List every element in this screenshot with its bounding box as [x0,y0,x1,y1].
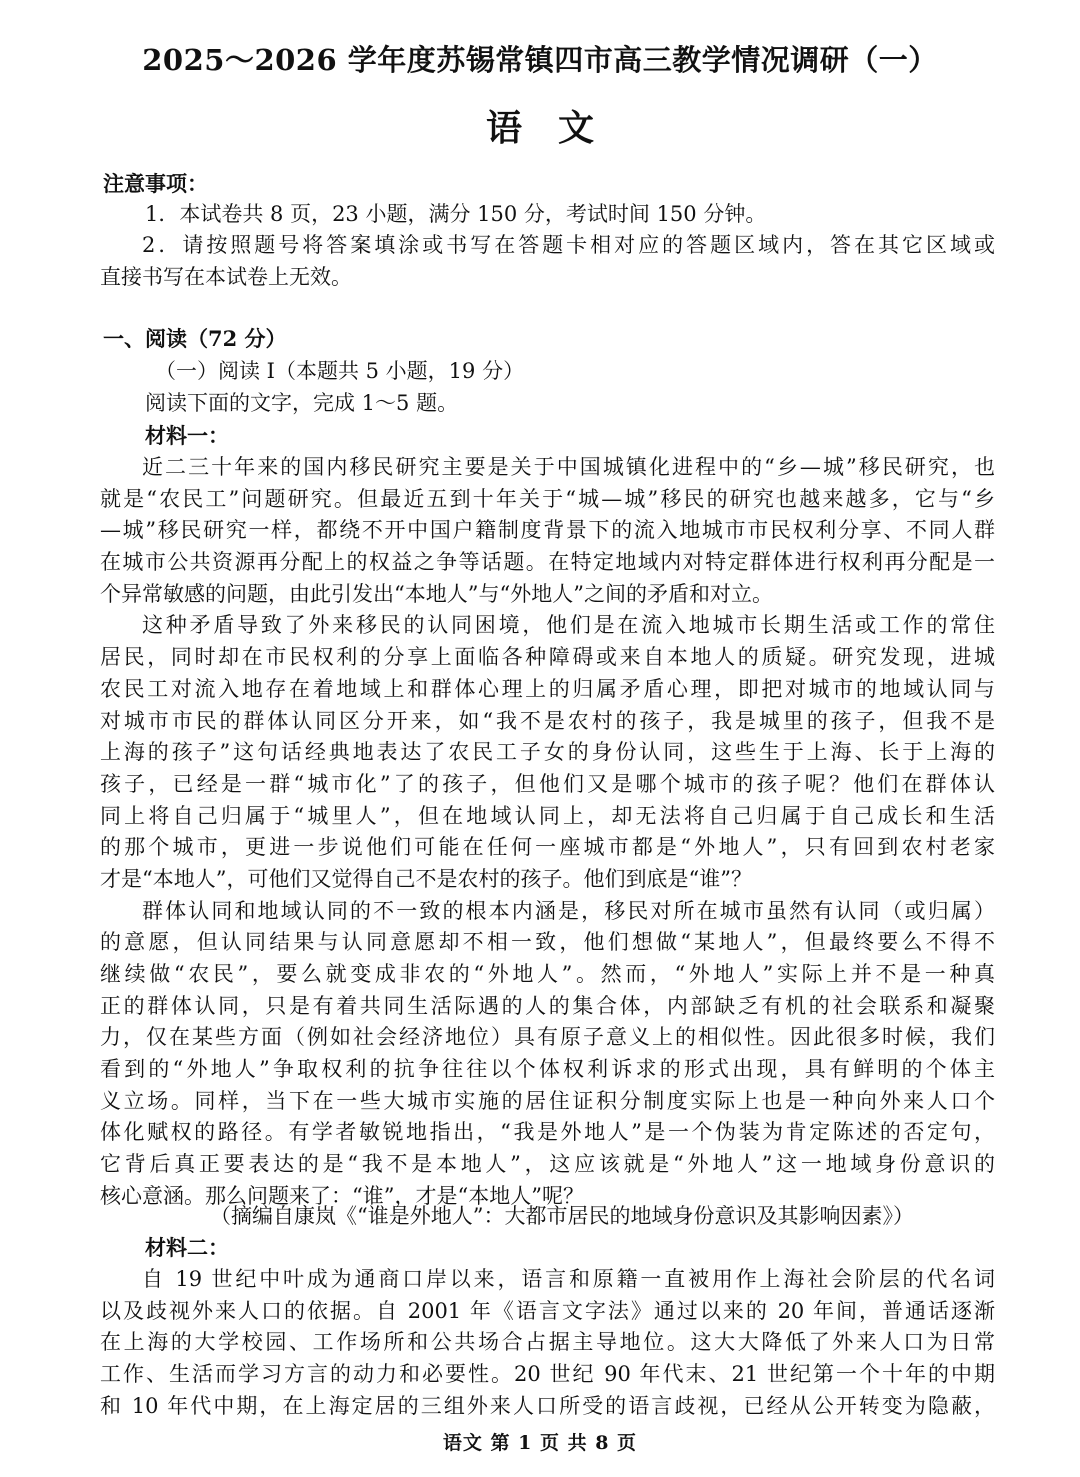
paragraph-line: 力，仅在某些方面（例如社会经济地位）具有原子意义上的相似性。因此很多时候，我们 [100,1025,995,1050]
paragraph-line: 的意愿，但认同结果与认同意愿却不相一致，他们想做“某地人”，但最终要么不得不 [100,930,995,955]
paragraph-line: 它背后真正要表达的是“我不是本地人”，这应该就是“外地人”这一地域身份意识的 [100,1152,995,1177]
paragraph-line: 自 19 世纪中叶成为通商口岸以来，语言和原籍一直被用作上海社会阶层的代名词 [142,1267,995,1291]
subject-title: 语文 [485,107,630,149]
paragraph-line: 继续做“农民”，要么就变成非农的“外地人”。然而，“外地人”实际上并不是一种真 [100,962,995,986]
paragraph-line: 这种矛盾导致了外来移民的认同困境，他们是在流入地城市长期生活或工作的常住 [142,613,995,638]
paragraph-line: 居民，同时却在市民权利的分享上面临各种障碍或来自本地人的质疑。研究发现，进城 [100,645,995,670]
paragraph-line: 同上将自己归属于“城里人”，但在地域认同上，却无法将自己归属于自己成长和生活 [100,803,995,828]
exam-title: 2025～2026 学年度苏锡常镇四市高三教学情况调研（一） [142,43,938,77]
paragraph-line: 对城市市民的群体认同区分开来，如“我不是农村的孩子，我是城里的孩子，但我不是 [100,708,995,733]
paragraph-line: 在上海的大学校园、工作场所和公共场合占据主导地位。这大大降低了外来人口为日常 [100,1330,995,1355]
paragraph-line: 个异常敏感的问题，由此引发出“本地人”与“外地人”之间的矛盾和对立。 [100,581,773,606]
subsection-title: （一）阅读 I（本题共 5 小题，19 分） [155,359,525,383]
paragraph-line: 以及歧视外来人口的依据。自 2001 年《语言文字法》通过以来的 20 年间，普通话逐渐 [100,1298,995,1323]
reading-instruction: 阅读下面的文字，完成 1～5 题。 [145,391,459,415]
notes-item-2-line-2: 直接书写在本试卷上无效。 [100,264,352,289]
paragraph-line: 近二三十年来的国内移民研究主要是关于中国城镇化进程中的“乡—城”移民研究，也 [142,455,995,479]
paragraph-line: 的那个城市，更进一步说他们可能在任何一座城市都是“外地人”，只有回到农村老家 [100,835,995,860]
paragraph-line: 在城市公共资源再分配上的权益之争等话题。在特定地域内对特定群体进行权利再分配是一 [100,550,995,575]
section-title: 一、阅读（72 分） [103,326,287,351]
paragraph-line: 农民工对流入地存在着地域上和群体心理上的归属矛盾心理，即把对城市的地域认同与 [100,676,995,701]
paragraph-line: 和 10 年代中期，在上海定居的三组外来人口所受的语言歧视，已经从公开转变为隐蔽， [100,1393,995,1418]
notes-item-2-line-1: 2．请按照题号将答案填涂或书写在答题卡相对应的答题区域内，答在其它区域或 [142,233,995,257]
material-2-body [100,1264,995,1422]
paragraph-line: 孩子，已经是一群“城市化”了的孩子，但他们又是哪个城市的孩子呢？他们在群体认 [100,771,995,796]
paragraph-line: 群体认同和地域认同的不一致的根本内涵是，移民对所在城市虽然有认同（或归属） [142,898,995,923]
paragraph-line: 看到的“外地人”争取权利的抗争往往以个体权利诉求的形式出现，具有鲜明的个体主 [100,1057,995,1082]
paragraph-line: 工作、生活而学习方言的动力和必要性。20 世纪 90 年代末、21 世纪第一个十年的中期 [100,1362,995,1387]
paragraph-line: 就是“农民工”问题研究。但最近五到十年关于“城—城”移民的研究也越来越多，它与“乡 [100,486,995,511]
paragraph-line: 体化赋权的路径。有学者敏锐地指出，“我是外地人”是一个伪装为肯定陈述的否定句， [100,1120,995,1145]
notes-item-2 [100,230,995,293]
material-2-title: 材料二： [145,1235,229,1260]
page-footer: 语文 第 1 页 共 8 页 [442,1432,638,1454]
paragraph-line: 上海的孩子”这句话经典地表达了农民工子女的身份认同，这些生于上海、长于上海的 [100,740,995,765]
material-1-title: 材料一： [145,423,229,448]
notes-item-1: 1．本试卷共 8 页，23 小题，满分 150 分，考试时间 150 分钟。 [145,202,767,226]
material-1-body [100,452,995,1213]
material-1-source: （摘编自康岚《“谁是外地人”：大都市居民的地域身份意识及其影响因素》） [210,1204,914,1228]
notes-title: 注意事项： [103,171,208,196]
paragraph-line: 核心意涵。那么问题来了：“谁”，才是“本地人”呢？ [100,1183,584,1208]
paragraph-line: 义立场。同样，当下在一些大城市实施的居住证积分制度实际上也是一种向外来人口个 [100,1088,995,1113]
paragraph-line: 正的群体认同，只是有着共同生活际遇的人的集合体，内部缺乏有机的社会联系和凝聚 [100,993,995,1018]
paragraph-line: 才是“本地人”，可他们又觉得自己不是农村的孩子。他们到底是“谁”？ [100,866,752,891]
paragraph-line: —城”移民研究一样，都绕不开中国户籍制度背景下的流入地城市市民权利分享、不同人群 [100,518,995,543]
